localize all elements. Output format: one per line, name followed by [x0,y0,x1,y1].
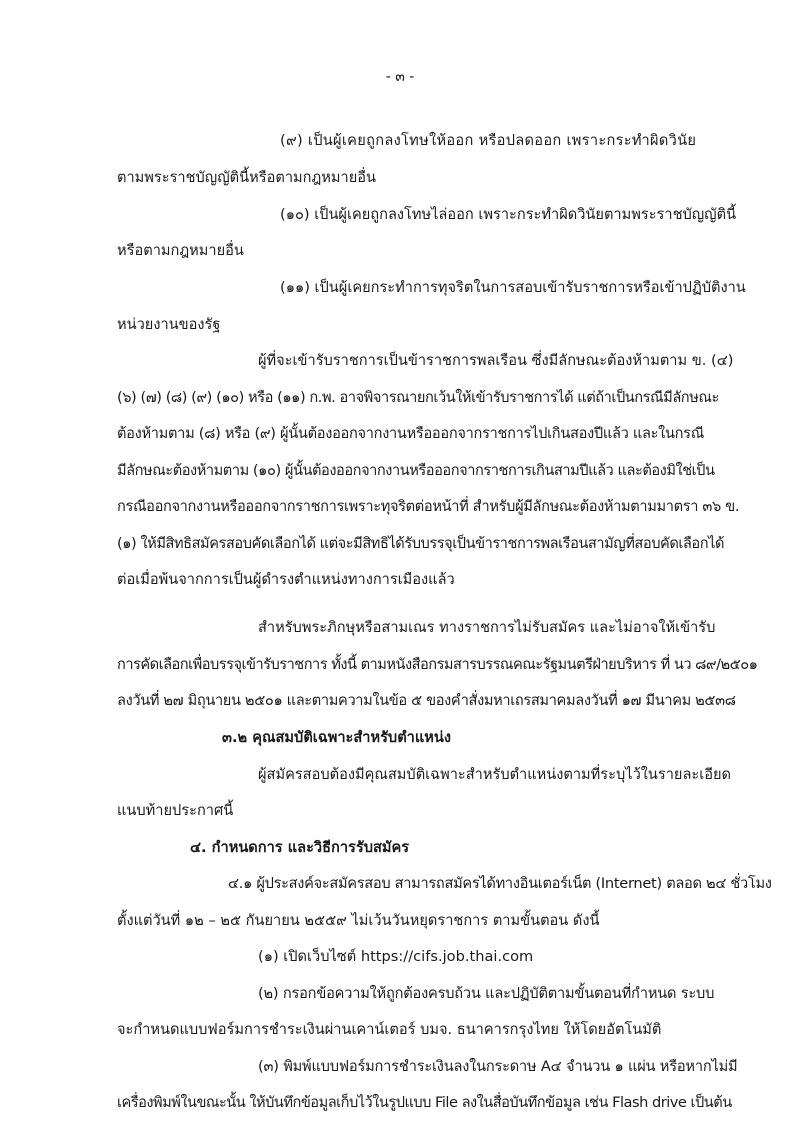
text-line: (๑๑) เป็นผู้เคยกระทำการทุจริตในการสอบเข้ารับราชการหรือเข้าปฏิบัติงาน [280,279,746,296]
text-line: (๖) (๗) (๘) (๙) (๑๐) หรือ (๑๑) ก.พ. อาจพิจารณายกเว้นให้เข้ารับราชการได้ แต่ถ้าเป็นกรณีมีลักษณะ [117,389,719,406]
text-line: (๑๐) เป็นผู้เคยถูกลงโทษไล่ออก เพราะกระทำผิดวินัยตามพระราชบัญญัตินี้ [280,206,737,223]
text-line: มีลักษณะต้องห้ามตาม (๑๐) ผู้นั้นต้องออกจากงานหรือออกจากราชการเกินสามปีแล้ว และต้องมิใช่เป็น [117,462,715,479]
text-line: หรือตามกฎหมายอื่น [117,242,244,259]
text-line: (๙) เป็นผู้เคยถูกลงโทษให้ออก หรือปลดออก เพราะกระทำผิดวินัย [280,132,697,149]
text-line: จะกำหนดแบบฟอร์มการชำระเงินผ่านเคาน์เตอร์ บมจ. ธนาคารกรุงไทย ให้โดยอัตโนมัติ [117,1021,662,1038]
text-line: ตั้งแต่วันที่ ๑๒ – ๒๕ กันยายน ๒๕๕๙ ไม่เว้นวันหยุดราชการ ตามขั้นตอน ดังนี้ [117,912,600,929]
text-line: ผู้ที่จะเข้ารับราชการเป็นข้าราชการพลเรือน ซึ่งมีลักษณะต้องห้ามตาม ข. (๔) [258,352,734,369]
text-line: แนบท้ายประกาศนี้ [117,802,234,819]
page-number: - ๓ - [385,69,415,85]
text-line: ตามพระราชบัญญัตินี้หรือตามกฎหมายอื่น [117,169,376,186]
text-line: ต่อเมื่อพ้นจากการเป็นผู้ดำรงตำแหน่งทางการเมืองแล้ว [117,571,455,588]
text-line: (๓) พิมพ์แบบฟอร์มการชำระเงินลงในกระดาษ A๔ จำนวน ๑ แผ่น หรือหากไม่มี [258,1058,738,1075]
text-line: (๒) กรอกข้อความให้ถูกต้องครบถ้วน และปฏิบัติตามขั้นตอนที่กำหนด ระบบ [258,985,715,1002]
text-line: ๔.๑ ผู้ประสงค์จะสมัครสอบ สามารถสมัครได้ทางอินเตอร์เน็ต (Internet) ตลอด ๒๔ ชั่วโมง [228,875,772,892]
section-heading: ๓.๒ คุณสมบัติเฉพาะสำหรับตำแหน่ง [222,729,451,746]
text-line: เครื่องพิมพ์ในขณะนั้น ให้บันทึกข้อมูลเก็บไว้ในรูปแบบ File ลงในสื่อบันทึกข้อมูล เช่น Flash drive เป็นต้น [117,1094,732,1111]
text-line: ผู้สมัครสอบต้องมีคุณสมบัติเฉพาะสำหรับตำแหน่งตามที่ระบุไว้ในรายละเอียด [258,766,732,783]
text-line: สำหรับพระภิกษุหรือสามเณร ทางราชการไม่รับสมัคร และไม่อาจให้เข้ารับ [258,619,716,636]
section-heading: ๔. กำหนดการ และวิธีการรับสมัคร [190,839,410,856]
text-line: (๑) ให้มีสิทธิสมัครสอบคัดเลือกได้ แต่จะมีสิทธิได้รับบรรจุเป็นข้าราชการพลเรือนสามัญที่สอบคัดเลือกได้ [117,535,725,552]
text-line: กรณีออกจากงานหรือออกจากราชการเพราะทุจริตต่อหน้าที่ สำหรับผู้มีลักษณะต้องห้ามตามมาตรา ๓๖ ข. [117,498,740,515]
text-line: ต้องห้ามตาม (๘) หรือ (๙) ผู้นั้นต้องออกจากงานหรือออกจากราชการไปเกินสองปีแล้ว และในกรณี [117,425,704,442]
text-line: ลงวันที่ ๒๗ มิถุนายน ๒๕๐๑ และตามความในข้อ ๕ ของคำสั่งมหาเถรสมาคมลงวันที่ ๑๗ มีนาคม ๒๕๓๘ [117,692,736,709]
text-line: (๑) เปิดเว็บไซต์ https://cifs.job.thai.com [258,948,534,965]
text-line: การคัดเลือกเพื่อบรรจุเข้ารับราชการ ทั้งนี้ ตามหนังสือกรมสารบรรณคณะรัฐมนตรีฝ่ายบริหาร ที่ นว ๘๙/๒๕๐๑ [117,656,758,673]
text-line: หน่วยงานของรัฐ [117,316,221,333]
